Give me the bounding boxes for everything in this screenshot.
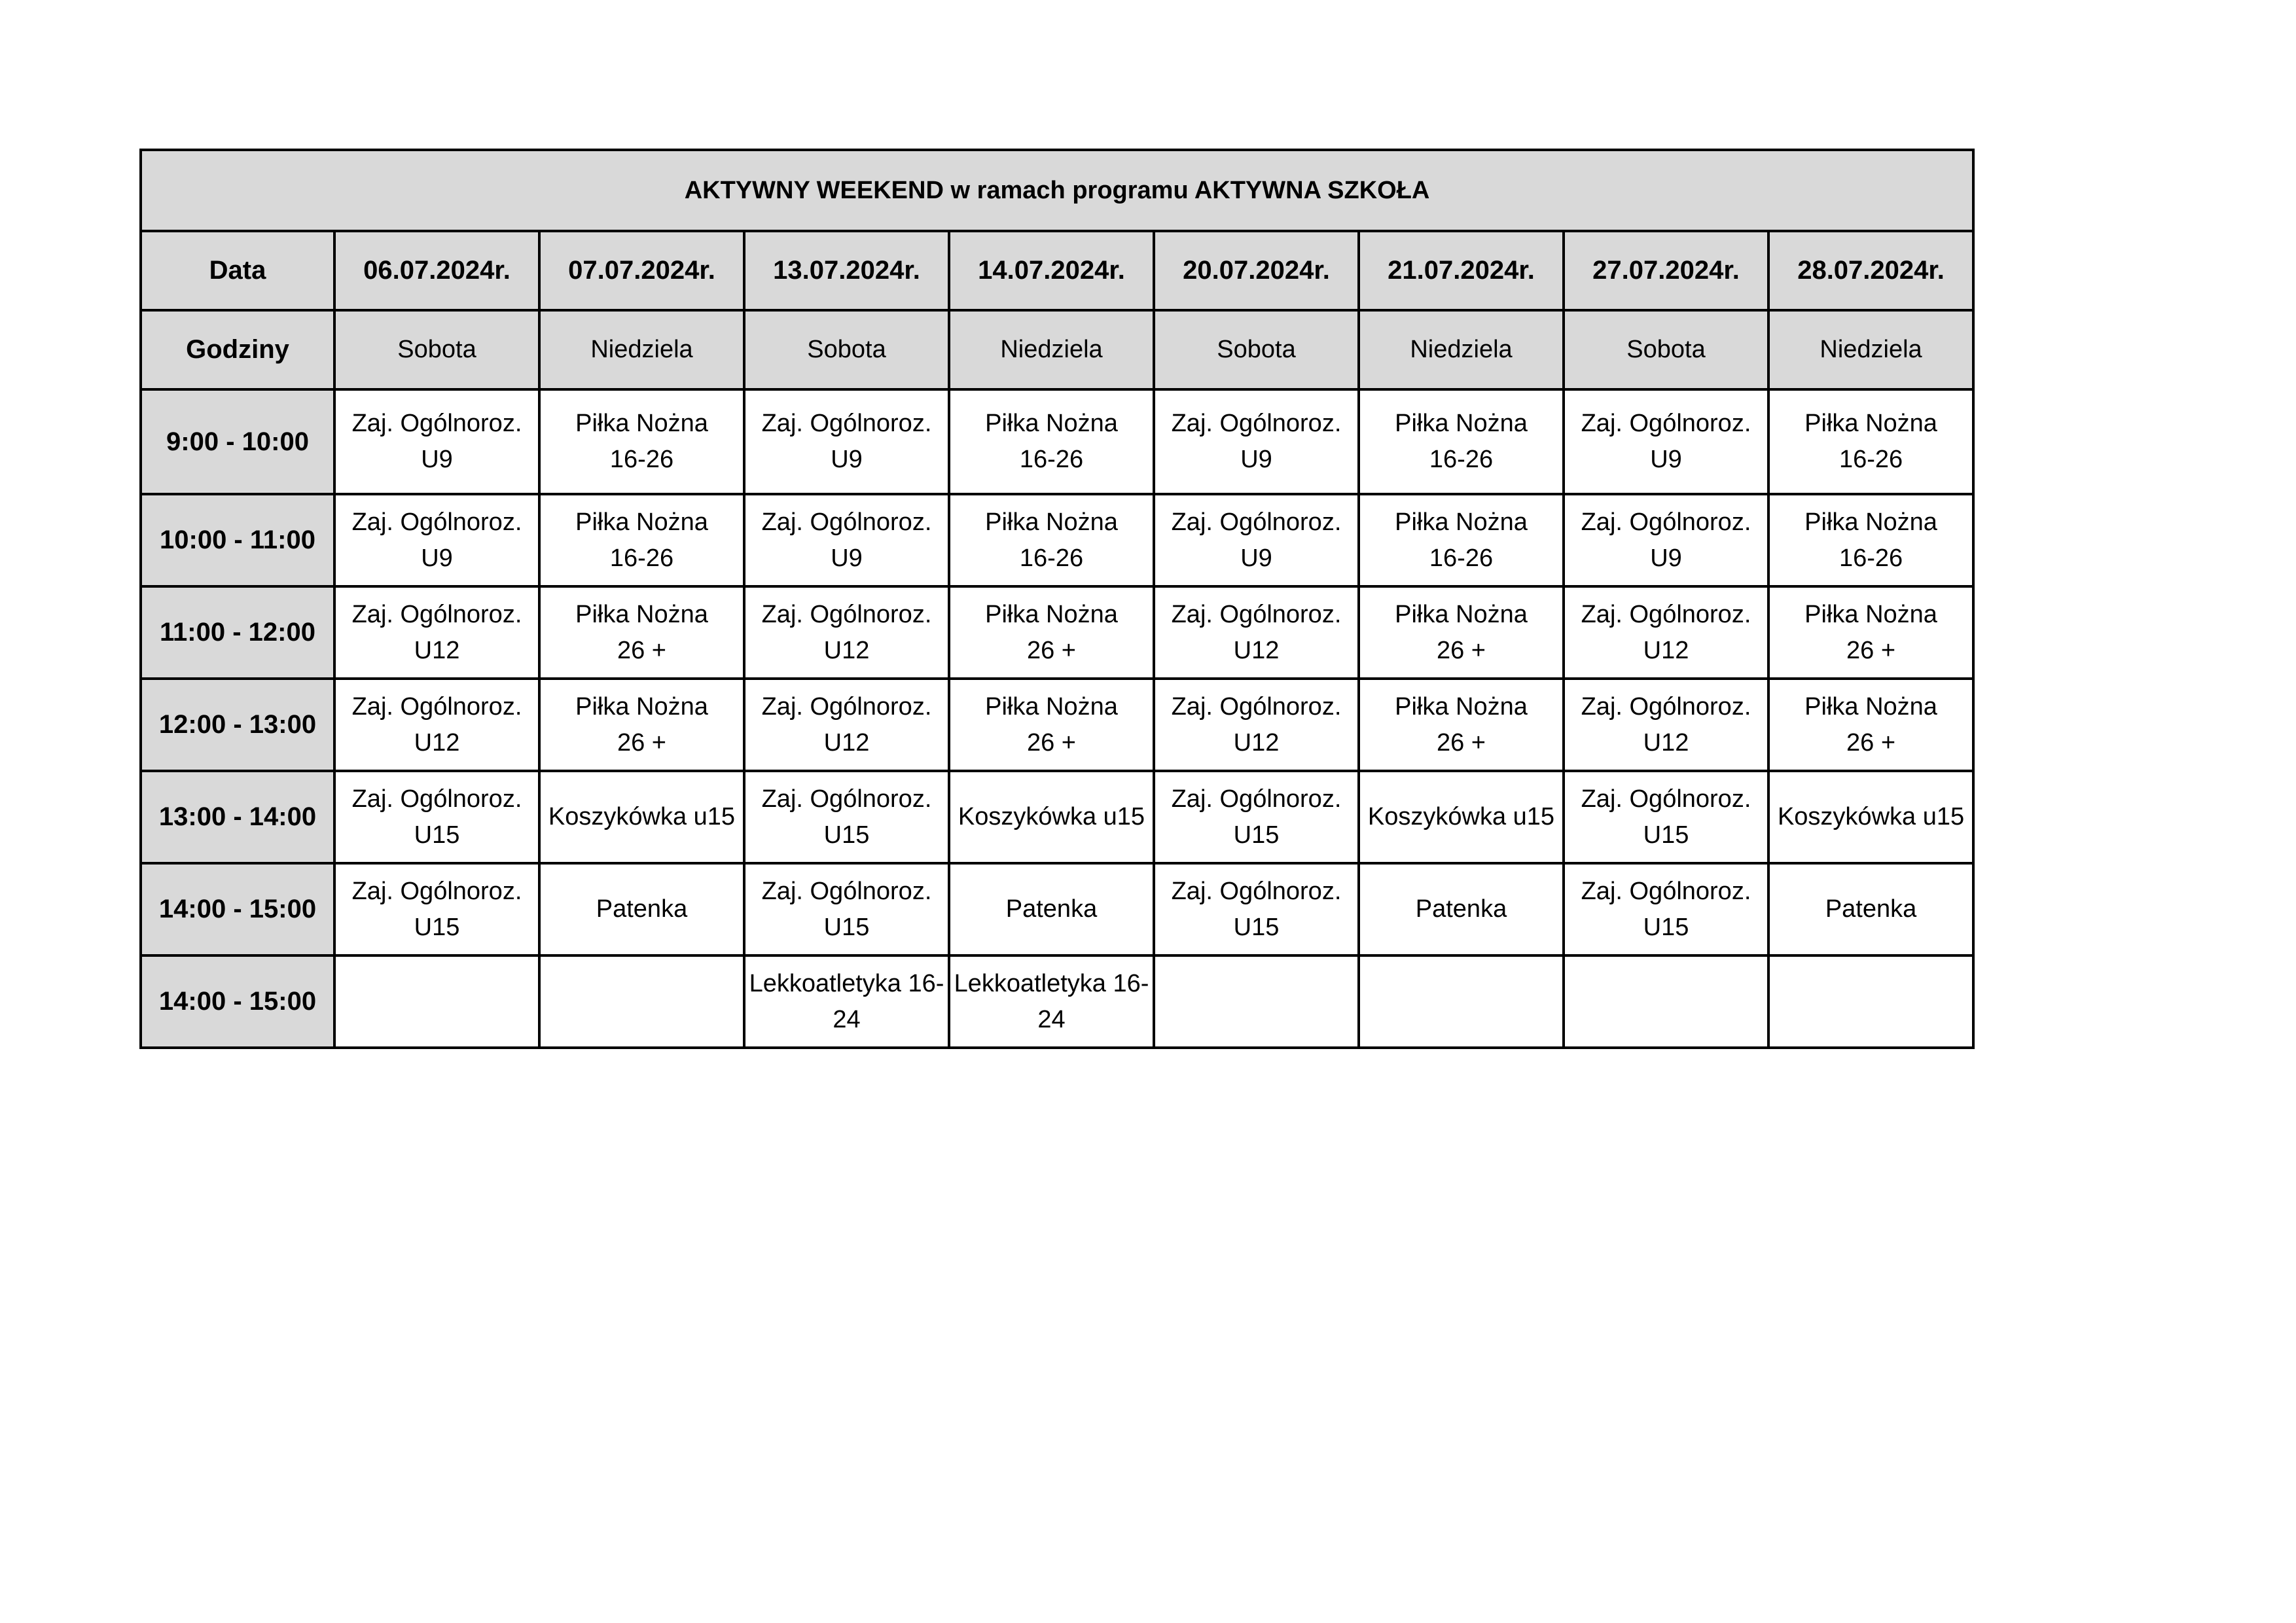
- activity-cell: [1154, 586, 1359, 679]
- activity-text: Zaj. Ogólnoroz. U15: [761, 877, 932, 941]
- activity-text: Zaj. Ogólnoroz. U12: [351, 692, 522, 757]
- activity-cell: [1359, 586, 1564, 679]
- activity-text: Zaj. Ogólnoroz. U9: [351, 508, 522, 572]
- activity-cell: [744, 863, 949, 955]
- activity-cell: [1359, 863, 1564, 955]
- activity-text: Zaj. Ogólnoroz. U15: [351, 877, 522, 941]
- activity-text: Piłka Nożna 26 +: [1804, 600, 1937, 664]
- activity-text: Piłka Nożna 26 +: [985, 692, 1118, 757]
- activity-cell: [539, 863, 744, 955]
- activity-text: Koszykówka u15: [1777, 803, 1965, 830]
- activity-text: Piłka Nożna 16-26: [1395, 508, 1528, 572]
- activity-cell: [949, 586, 1154, 679]
- activity-text: Koszykówka u15: [1367, 803, 1555, 830]
- activity-cell: [744, 389, 949, 494]
- activity-text: Patenka: [1415, 895, 1507, 923]
- day-header: Sobota: [744, 310, 949, 389]
- activity-text: Lekkoatletyka 16- 24: [749, 969, 944, 1033]
- hours-label: Godziny: [141, 310, 334, 389]
- date-header: 28.07.2024r.: [1768, 231, 1973, 310]
- activity-cell: [539, 494, 744, 586]
- activity-text: Zaj. Ogólnoroz. U15: [1171, 877, 1342, 941]
- date-header: 14.07.2024r.: [949, 231, 1154, 310]
- activity-cell: [1359, 494, 1564, 586]
- activity-text: Piłka Nożna 16-26: [575, 410, 708, 473]
- date-header: 21.07.2024r.: [1359, 231, 1564, 310]
- activity-text: Piłka Nożna 16-26: [575, 508, 708, 572]
- activity-cell: [949, 863, 1154, 955]
- activity-cell: [1359, 771, 1564, 863]
- activity-cell: [1564, 494, 1768, 586]
- day-header: Sobota: [334, 310, 539, 389]
- date-header: 07.07.2024r.: [539, 231, 744, 310]
- title-row: [141, 150, 1973, 231]
- activity-text: Piłka Nożna 16-26: [1395, 410, 1528, 473]
- activity-cell: [539, 771, 744, 863]
- activity-cell: [1768, 955, 1973, 1048]
- activity-text: Zaj. Ogólnoroz. U9: [1171, 410, 1342, 473]
- activity-text: Zaj. Ogólnoroz. U12: [1581, 600, 1751, 664]
- activity-text: Piłka Nożna 26 +: [575, 600, 708, 664]
- activity-text: Zaj. Ogólnoroz. U9: [1581, 508, 1751, 572]
- activity-text: Patenka: [1005, 895, 1098, 923]
- activity-text: Zaj. Ogólnoroz. U9: [351, 410, 522, 473]
- date-header: 27.07.2024r.: [1564, 231, 1768, 310]
- activity-cell: [334, 586, 539, 679]
- activity-text: Koszykówka u15: [958, 803, 1145, 830]
- activity-cell: [334, 955, 539, 1048]
- activity-text: Zaj. Ogólnoroz. U12: [1171, 600, 1342, 664]
- activity-cell: [1768, 586, 1973, 679]
- activity-cell: [1154, 389, 1359, 494]
- time-slot: 11:00 - 12:00: [141, 586, 334, 679]
- activity-cell: [1564, 679, 1768, 771]
- table-row: [141, 955, 1973, 1048]
- activity-cell: [1768, 679, 1973, 771]
- activity-text: Piłka Nożna 26 +: [1395, 600, 1528, 664]
- day-header: Niedziela: [1768, 310, 1973, 389]
- activity-text: Zaj. Ogólnoroz. U12: [351, 600, 522, 664]
- activity-cell: [539, 389, 744, 494]
- activity-cell: [744, 679, 949, 771]
- activity-cell: [334, 679, 539, 771]
- time-slot: 12:00 - 13:00: [141, 679, 334, 771]
- activity-cell: [1564, 771, 1768, 863]
- activity-text: Piłka Nożna 16-26: [1804, 508, 1937, 572]
- activity-cell: [1768, 389, 1973, 494]
- activity-text: Zaj. Ogólnoroz. U15: [1581, 785, 1751, 849]
- date-label: Data: [141, 231, 334, 310]
- table-row: [141, 771, 1973, 863]
- activity-cell: [334, 863, 539, 955]
- activity-cell: [949, 679, 1154, 771]
- day-header: Sobota: [1154, 310, 1359, 389]
- activity-cell: [539, 955, 744, 1048]
- activity-cell: [1564, 863, 1768, 955]
- activity-text: Patenka: [596, 895, 688, 923]
- day-header: Niedziela: [1359, 310, 1564, 389]
- activity-text: Koszykówka u15: [548, 803, 736, 830]
- activity-text: Zaj. Ogólnoroz. U15: [351, 785, 522, 849]
- activity-text: Piłka Nożna 26 +: [985, 600, 1118, 664]
- activity-cell: [1564, 586, 1768, 679]
- table-row: [141, 586, 1973, 679]
- activity-cell: [1564, 389, 1768, 494]
- activity-text: Zaj. Ogólnoroz. U12: [1171, 692, 1342, 757]
- day-header: Niedziela: [539, 310, 744, 389]
- date-row: [141, 231, 1973, 310]
- activity-cell: [1154, 494, 1359, 586]
- activity-cell: [744, 494, 949, 586]
- activity-text: Lekkoatletyka 16- 24: [954, 969, 1149, 1033]
- date-header: 20.07.2024r.: [1154, 231, 1359, 310]
- activity-cell: [539, 679, 744, 771]
- activity-cell: [334, 771, 539, 863]
- time-slot: 13:00 - 14:00: [141, 771, 334, 863]
- activity-text: Zaj. Ogólnoroz. U15: [1171, 785, 1342, 849]
- time-slot: 9:00 - 10:00: [141, 389, 334, 494]
- activity-cell: [1359, 389, 1564, 494]
- activity-cell: [334, 389, 539, 494]
- activity-cell: [1359, 679, 1564, 771]
- activity-cell: [539, 586, 744, 679]
- activity-text: Piłka Nożna 26 +: [575, 692, 708, 757]
- activity-text: Zaj. Ogólnoroz. U12: [761, 692, 932, 757]
- activity-text: Piłka Nożna 26 +: [1395, 692, 1528, 757]
- activity-text: Zaj. Ogólnoroz. U9: [1581, 410, 1751, 473]
- date-header: 06.07.2024r.: [334, 231, 539, 310]
- day-header: Sobota: [1564, 310, 1768, 389]
- schedule-table: [139, 149, 1975, 1049]
- table-row: [141, 389, 1973, 494]
- activity-text: Zaj. Ogólnoroz. U9: [1171, 508, 1342, 572]
- activity-cell: [949, 389, 1154, 494]
- activity-cell: [1359, 955, 1564, 1048]
- activity-text: Piłka Nożna 26 +: [1804, 692, 1937, 757]
- activity-text: Patenka: [1825, 895, 1917, 923]
- activity-cell: [1768, 771, 1973, 863]
- activity-text: Zaj. Ogólnoroz. U12: [1581, 692, 1751, 757]
- activity-cell: [1154, 863, 1359, 955]
- day-row: [141, 310, 1973, 389]
- table-row: [141, 494, 1973, 586]
- activity-text: Zaj. Ogólnoroz. U12: [761, 600, 932, 664]
- table-row: [141, 863, 1973, 955]
- activity-text: Piłka Nożna 16-26: [985, 508, 1118, 572]
- activity-cell: [744, 955, 949, 1048]
- activity-text: Piłka Nożna 16-26: [985, 410, 1118, 473]
- day-header: Niedziela: [949, 310, 1154, 389]
- activity-cell: [1154, 679, 1359, 771]
- activity-cell: [744, 586, 949, 679]
- activity-text: Zaj. Ogólnoroz. U15: [1581, 877, 1751, 941]
- activity-text: Zaj. Ogólnoroz. U9: [761, 410, 932, 473]
- activity-cell: [1768, 863, 1973, 955]
- activity-cell: [949, 955, 1154, 1048]
- table-title: AKTYWNY WEEKEND w ramach programu AKTYWNA SZKOŁA: [141, 150, 1973, 231]
- activity-cell: [949, 494, 1154, 586]
- time-slot: 10:00 - 11:00: [141, 494, 334, 586]
- activity-cell: [334, 494, 539, 586]
- activity-cell: [1564, 955, 1768, 1048]
- activity-text: Zaj. Ogólnoroz. U9: [761, 508, 932, 572]
- activity-text: Piłka Nożna 16-26: [1804, 410, 1937, 473]
- activity-text: Zaj. Ogólnoroz. U15: [761, 785, 932, 849]
- activity-cell: [1768, 494, 1973, 586]
- time-slot: 14:00 - 15:00: [141, 955, 334, 1048]
- activity-cell: [1154, 955, 1359, 1048]
- activity-cell: [1154, 771, 1359, 863]
- activity-cell: [949, 771, 1154, 863]
- table-row: [141, 679, 1973, 771]
- date-header: 13.07.2024r.: [744, 231, 949, 310]
- activity-cell: [744, 771, 949, 863]
- time-slot: 14:00 - 15:00: [141, 863, 334, 955]
